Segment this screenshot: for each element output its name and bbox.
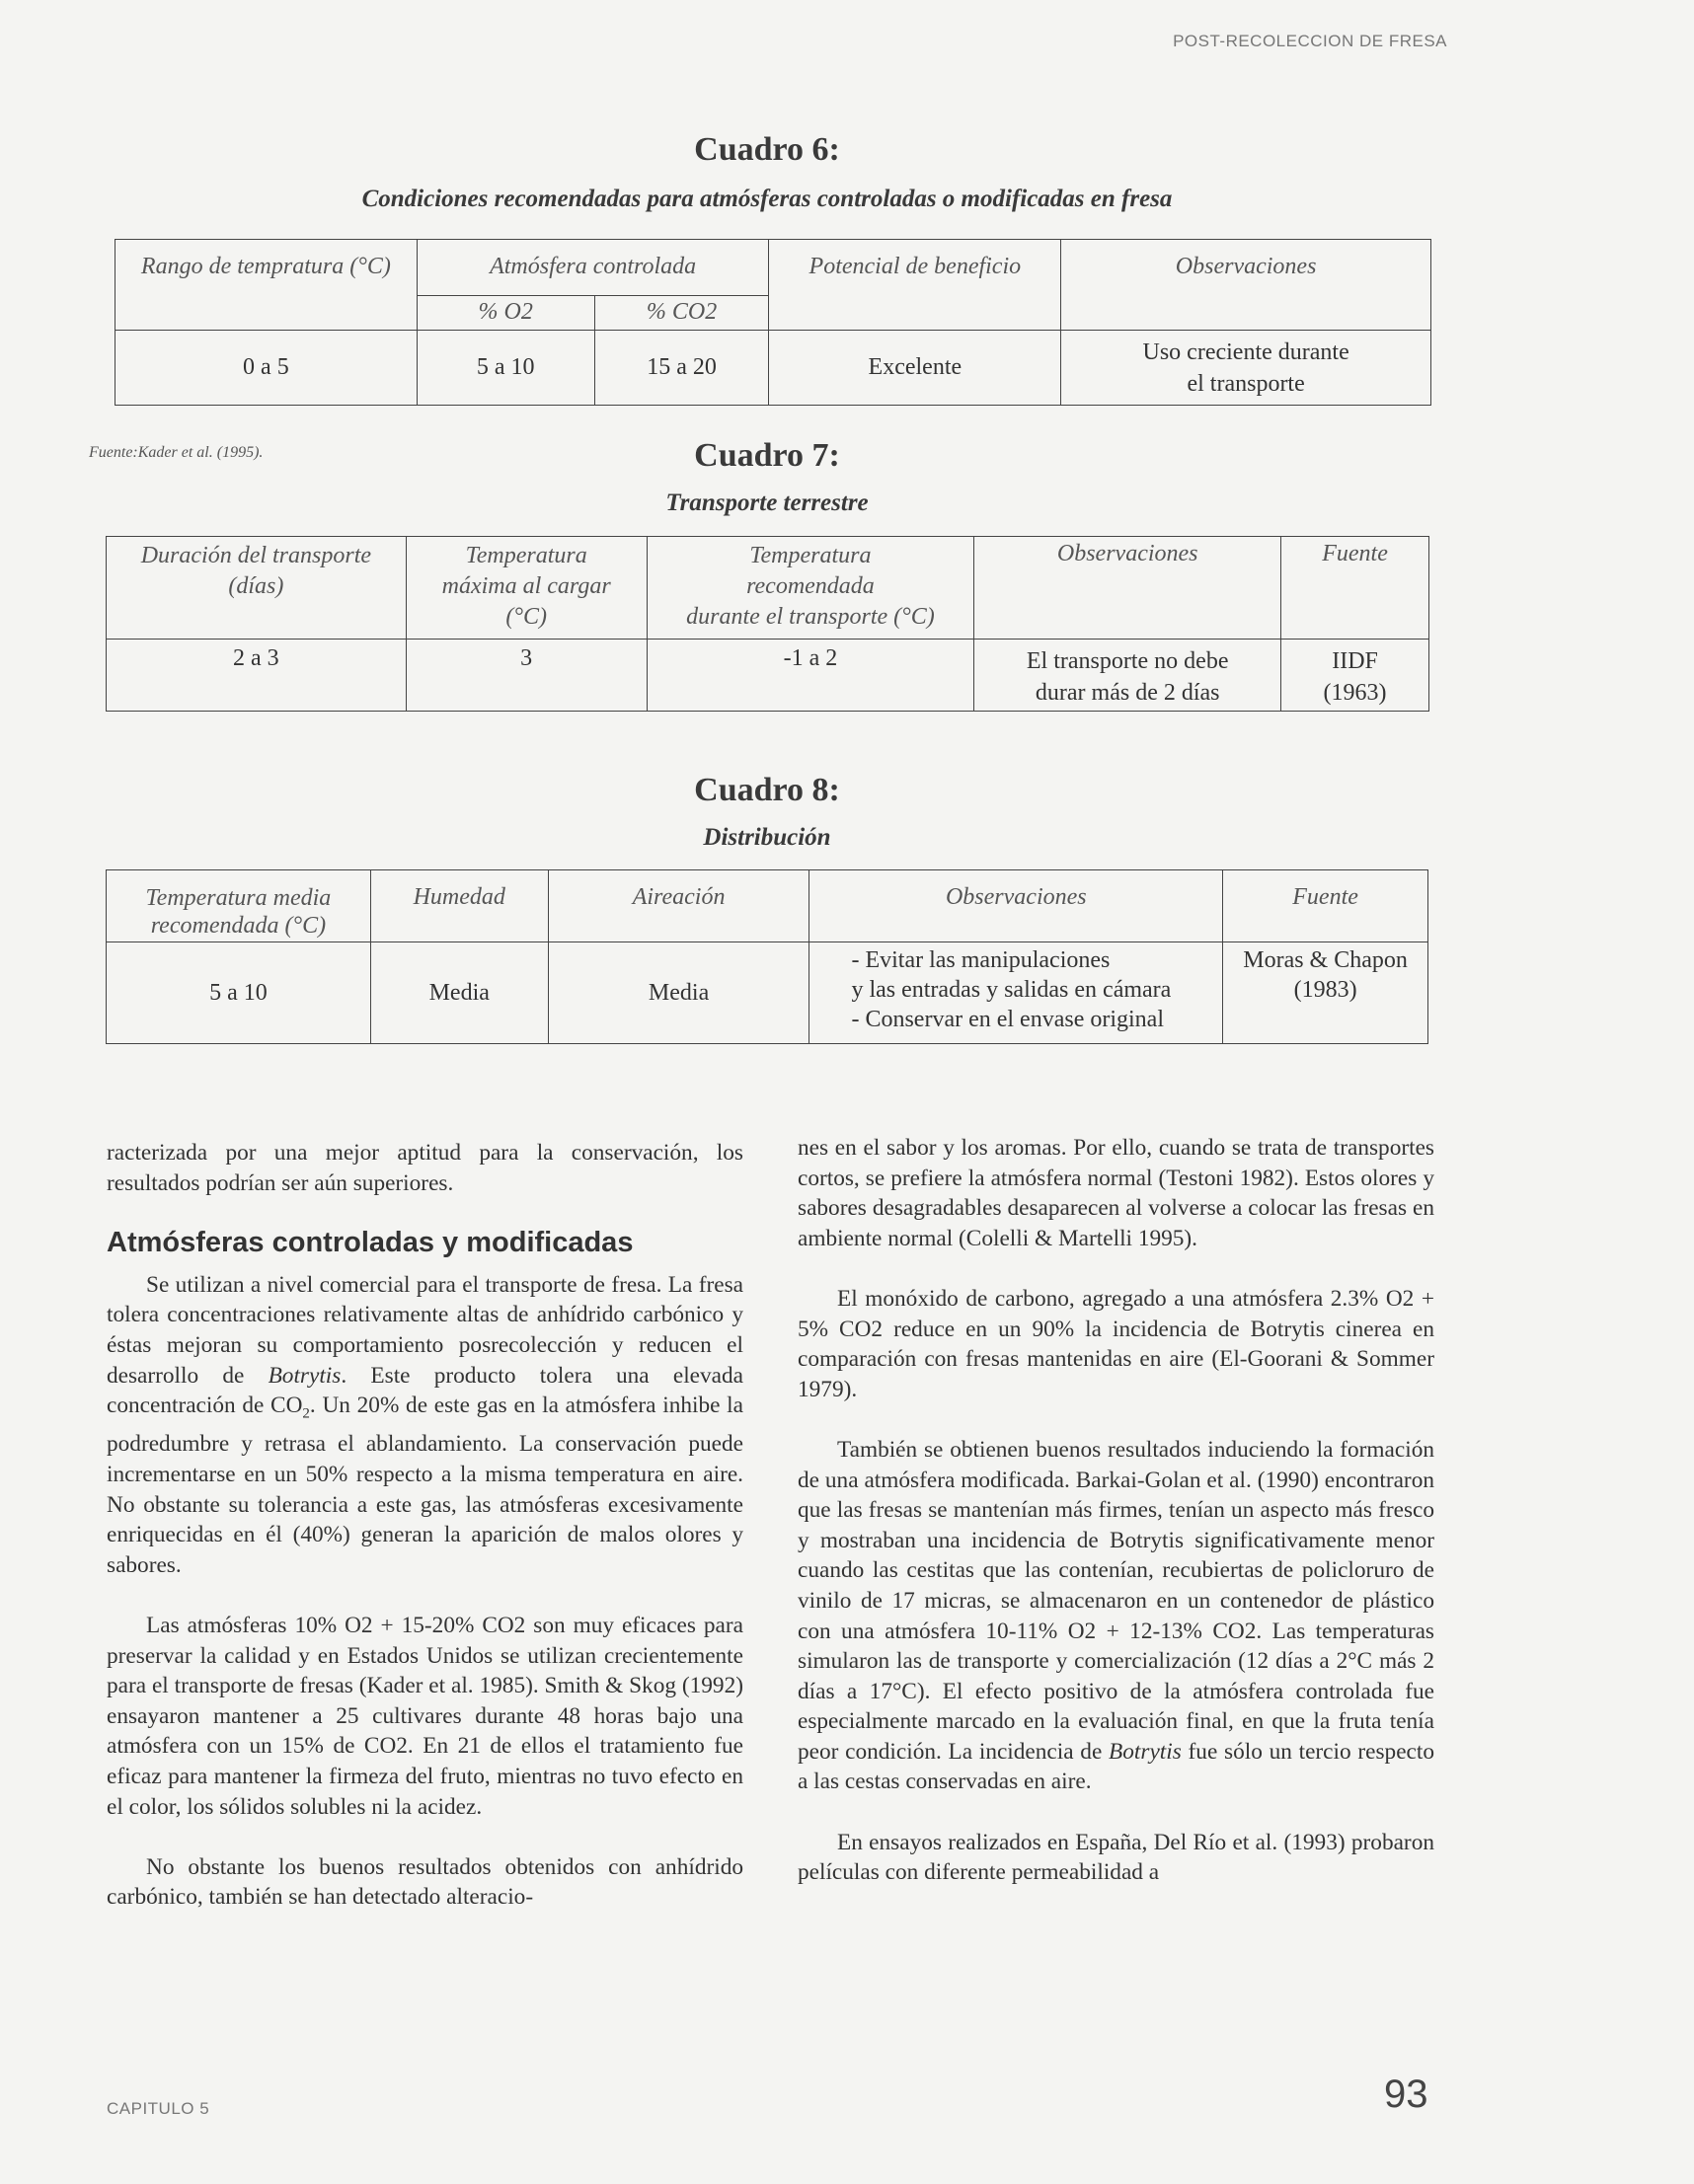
right-paragraph-3: En ensayos realizados en España, Del Río et al. (1993) probaron películas con diferente permeabilidad a	[798, 1829, 1434, 1886]
cuadro7-header-trec: Temperatura recomendada durante el transporte (°C)	[647, 537, 974, 640]
cuadro7-cell-duracion: 2 a 3	[107, 640, 407, 712]
cuadro6-table	[115, 239, 1431, 406]
cuadro6-header-o2: % O2	[417, 296, 594, 331]
cuadro8-header-aireacion: Aireación	[548, 870, 809, 942]
cuadro8-cell-observaciones: - Evitar las manipulaciones y las entradas y salidas en cámara - Conservar en el envase original	[809, 942, 1223, 1044]
cuadro6-obs-line1: Uso creciente durante	[1142, 339, 1349, 365]
cuadro7-header-tmax: Temperatura máxima al cargar (°C)	[406, 537, 647, 640]
right-paragraph-2: También se obtienen buenos resultados induciendo la formación de una atmósfera modificada. Barkai-Golan et al. (1990) encontraron que las fresas se mantenían más firmes, tenían un aspecto más fresco y mostraban una incidencia de Botrytis significativamente menor cuando las cestitas que las contenían, recubiertas de policloruro de vinilo de 17 micras, se almacenaron en un contenedor de plástico con una atmósfera 10-11% O2 + 12-13% CO2. Las temperaturas simularon las de transporte y comercialización (12 días a 2°C más 2 días a 17°C). El efecto positivo de la atmósfera controlada fue especialmente marcado en la evaluación final, en que la fruta tenía peor condición. La incidencia de Botrytis fue sólo un tercio respecto a las cestas conservadas en aire.	[798, 1436, 1434, 1795]
cuadro8-header-fuente: Fuente	[1223, 870, 1428, 942]
cuadro7-header-fuente: Fuente	[1281, 537, 1429, 640]
cuadro6-header-co2: % CO2	[594, 296, 769, 331]
cuadro6-subtitle: Condiciones recomendadas para atmósferas controladas o modificadas en fresa	[361, 186, 1173, 212]
cuadro8-cell-temp: 5 a 10	[107, 942, 371, 1044]
left-paragraph-1: Se utilizan a nivel comercial para el transporte de fresa. La fresa tolera concentraciones relativamente altas de anhídrido carbónico y éstas mejoran su comportamiento posrecolección y reducen el desarrollo de Botrytis. Este producto tolera una elevada concentración de $CO_2$. Un 20% de este gas en la atmósfera inhibe la podredumbre y retrasa el ablandamiento. La conservación puede incrementarse en un 50% respecto a la misma temperatura en aire. No obstante su tolerancia a este gas, las atmósferas excesivamente enriquecidas en él (40%) generan la aparición de malos olores y sabores.	[107, 1271, 743, 1578]
cuadro6-cell-observaciones	[1061, 331, 1431, 406]
cuadro8-header-temp: Temperatura media recomendada (°C)	[107, 870, 371, 942]
cuadro6-cell-co2: 15 a 20	[594, 331, 769, 406]
cuadro6-title: Cuadro 6:	[694, 131, 840, 168]
cuadro6-header-potencial: Potencial de beneficio	[769, 240, 1061, 331]
left-paragraph-3: No obstante los buenos resultados obtenidos con anhídrido carbónico, también se han detectado alteracio-	[107, 1853, 743, 1911]
left-paragraph-2: Las atmósferas 10% O2 + 15-20% CO2 son muy eficaces para preservar la calidad y en Estados Unidos se utilizan crecientemente para el transporte de fresas (Kader et al. 1985). Smith & Skog (1992) ensayaron mantener a 25 cultivares durante 48 horas bajo una atmósfera con un 15% de CO2. En 21 de ellos el tratamiento fue eficaz para mantener la firmeza del fruto, mientras no tuvo efecto en el color, los sólidos solubles ni la acidez.	[107, 1612, 743, 1820]
cuadro6-header-rango: Rango de tempratura (°C)	[116, 240, 418, 331]
right-paragraph-0: nes en el sabor y los aromas. Por ello, cuando se trata de transportes cortos, se prefiere la atmósfera normal (Testoni 1982). Estos olores y sabores desagradables desaparecen al volverse a colocar las fresas en ambiente normal (Colelli & Martelli 1995).	[798, 1135, 1434, 1251]
cuadro7-subtitle: Transporte terrestre	[665, 490, 869, 516]
cuadro8-cell-aireacion: Media	[548, 942, 809, 1044]
cuadro6-obs-line2: el transporte	[1187, 370, 1305, 397]
cuadro7-header-duracion: Duración del transporte (días)	[107, 537, 407, 640]
cuadro8-cell-fuente: Moras & Chapon (1983)	[1223, 942, 1428, 1044]
cuadro7-cell-trec: -1 a 2	[647, 640, 974, 712]
cuadro8-title: Cuadro 8:	[694, 772, 840, 808]
left-column	[107, 1138, 743, 1913]
cuadro8-header-humedad: Humedad	[370, 870, 548, 942]
cuadro6-cell-o2: 5 a 10	[417, 331, 594, 406]
cuadro8-subtitle: Distribución	[703, 824, 831, 851]
cuadro7-header-observaciones: Observaciones	[974, 537, 1281, 640]
right-paragraph-1: El monóxido de carbono, agregado a una atmósfera 2.3% O2 + 5% CO2 reduce en un 90% la incidencia de Botrytis cinerea en comparación con fresas mantenidas en aire (El-Goorani & Sommer 1979).	[798, 1285, 1434, 1402]
page-number: 93	[1384, 2072, 1428, 2116]
cuadro7-title: Cuadro 7:	[694, 437, 840, 474]
cuadro8-cell-humedad: Media	[370, 942, 548, 1044]
cuadro6-header-atmosfera: Atmósfera controlada	[417, 240, 769, 296]
cuadro6-header-observaciones: Observaciones	[1061, 240, 1431, 331]
chapter-label: CAPITULO 5	[107, 2099, 210, 2118]
cuadro6-source: Fuente:Kader et al. (1995).	[89, 444, 264, 461]
cuadro7-cell-tmax: 3	[406, 640, 647, 712]
section-heading: Atmósferas controladas y modificadas	[107, 1227, 634, 1259]
cuadro6-cell-potencial: Excelente	[769, 331, 1061, 406]
cuadro7-cell-fuente: IIDF (1963)	[1281, 640, 1429, 712]
cuadro8-header-observaciones: Observaciones	[809, 870, 1223, 942]
left-paragraph-0: racterizada por una mejor aptitud para la conservación, los resultados podrían ser aún superiores.	[107, 1140, 743, 1196]
cuadro6-cell-rango: 0 a 5	[116, 331, 418, 406]
cuadro7-cell-observaciones: El transporte no debe durar más de 2 días	[974, 640, 1281, 712]
running-header: POST-RECOLECCION DE FRESA	[1173, 32, 1447, 50]
cuadro8-table	[106, 869, 1428, 1044]
right-column	[798, 1133, 1434, 1888]
cuadro7-table	[106, 536, 1429, 712]
